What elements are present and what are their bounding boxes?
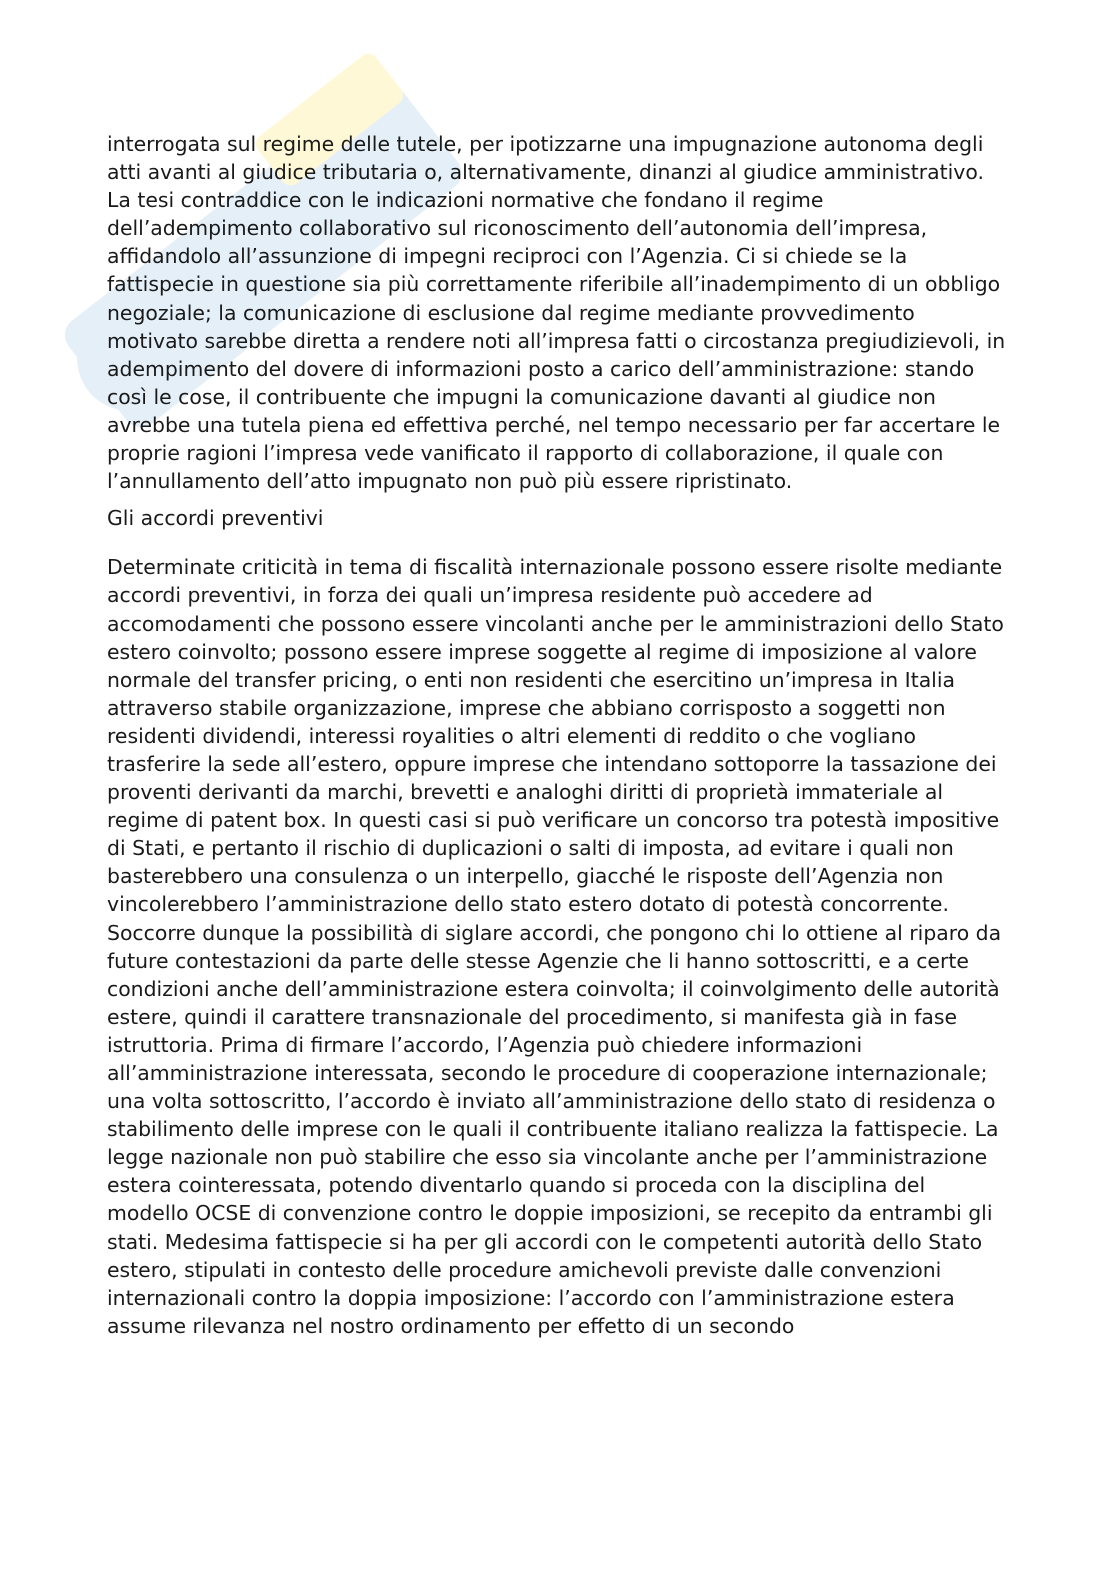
paragraph-accordi-preventivi: Determinate criticità in tema di fiscalità internazionale possono essere risolte mediante accordi preventivi, in forza dei quali un’impresa residente può accedere ad accomodamenti che possono essere vincolanti anche per le amministrazioni dello Stato estero coinvolto; possono essere imprese soggette al regime di imposizione al valore normale del transfer pricing, o enti non residenti che esercitino un’impresa in Italia attraverso stabile organizzazione, imprese che abbiano corrisposto a soggetti non residenti dividendi, interessi royalities o altri elementi di reddito o che vogliano trasferire la sede all’estero, oppure imprese che intendano sottoporre la tassazione dei proventi derivanti da marchi, brevetti e analoghi diritti di proprietà immateriale al regime di patent box. In questi casi si può verificare un concorso tra potestà impositive di Stati, e pertanto il rischio di duplicazioni o salti di imposta, ad evitare i quali non basterebbero una consulenza o un interpello, giacché le risposte dell’Agenzia non vincolerebbero l’amministrazione dello stato estero dotato di potestà concorrente. Soccorre dunque la possibilità di siglare accordi, che pongono chi lo ottiene al riparo da future contestazioni da parte delle stesse Agenzie che li hanno sottoscritti, e a certe condizioni anche dell’amministrazione estera coinvolta; il coinvolgimento delle autorità estere, quindi il carattere transnazionale del procedimento, si manifesta già in fase istruttoria. Prima di firmare l’accordo, l’Agenzia può chiedere informazioni all’amministrazione interessata, secondo le procedure di cooperazione internazionale; una volta sottoscritto, l’accordo è inviato all’amministrazione dello stato di residenza o stabilimento delle imprese con le quali il contribuente italiano realizza la fattispecie. La legge nazionale non può stabilire che esso sia vincolante anche per l’amministrazione estera cointeressata, potendo diventarlo quando si proceda con la disciplina del modello OCSE di convenzione contro le doppie imposizioni, se recepito da entrambi gli stati. Medesima fattispecie si ha per gli accordi con le competenti autorità dello Stato estero, stipulati in contesto delle procedure amichevoli previste dalle convenzioni internazionali contro la doppia imposizione: l’accordo con l’amministrazione estera assume rilevanza nel nostro ordinamento per effetto di un secondo [107, 555, 1004, 1338]
section-heading-accordi-preventivi: Gli accordi preventivi [107, 506, 324, 531]
paragraph-tutele: interrogata sul regime delle tutele, per ipotizzarne una impugnazione autonoma degli atti avanti al giudice tributaria o, alternativamente, dinanzi al giudice amministrativo. La tesi contraddice con le indicazioni normative che fondano il regime dell’adempimento collaborativo sul riconoscimento dell’autonomia dell’impresa, affidandolo all’assunzione di impegni reciproci con l’Agenzia. Ci si chiede se la fattispecie in questione sia più correttamente riferibile all’inadempimento di un obbligo negoziale; la comunicazione di esclusione dal regime mediante provvedimento motivato sarebbe diretta a rendere noti all’impresa fatti o circostanza pregiudizievoli, in adempimento del dovere di informazioni posto a carico dell’amministrazione: stando così le cose, il contribuente che impugni la comunicazione davanti al giudice non avrebbe una tutela piena ed effettiva perché, nel tempo necessario per far accertare le proprie ragioni l’impresa vede vanificato il rapporto di collaborazione, il quale con l’annullamento dell’atto impugnato non può più essere ripristinato. [107, 132, 1006, 494]
document-body [107, 130, 1012, 1340]
